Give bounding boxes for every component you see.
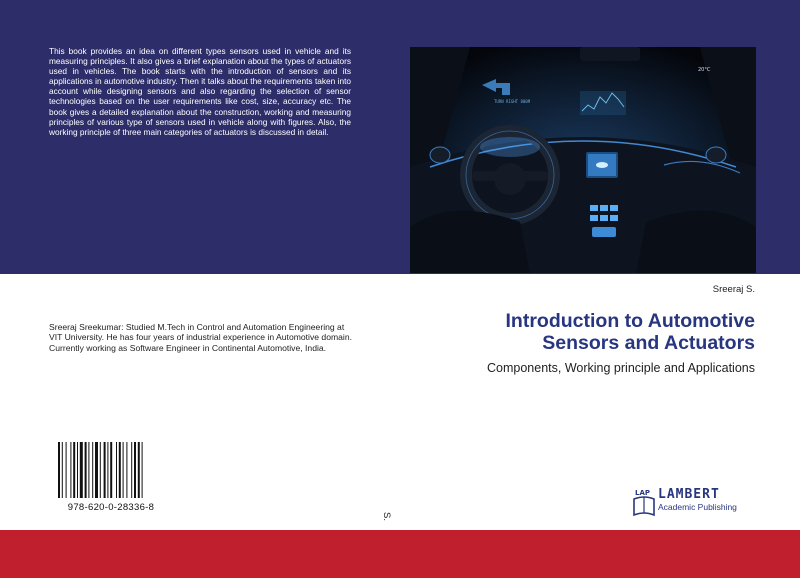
- barcode-bar: [126, 442, 127, 498]
- back-cover-blurb: This book provides an idea on different types sensors used in vehicle and its measuring principles. It also gives a brief explanation about the types of actuators used in vehicles. The book starts with the introduction of sensors and its applications in automotive industry. Then it talks about the requirements taken into account while designing sensors and also regarding the selection of sensor technologies based on the user requirements like cost, size, accuracy etc. The book gives a detailed explanation about the construction, working and measuring principles of various type of sensors used in vehicle along with figures. Also, the working principle of three main categories of actuators is discussed in detail.: [49, 46, 351, 137]
- barcode-bar: [70, 442, 71, 498]
- barcode-bar: [85, 442, 87, 498]
- book-subtitle: Components, Working principle and Applications: [487, 361, 755, 375]
- barcode-bar: [100, 442, 101, 498]
- barcode-bar: [131, 442, 132, 498]
- publisher-name: LAMBERT: [658, 487, 720, 502]
- barcode-bar: [95, 442, 98, 498]
- barcode-bar: [104, 442, 106, 498]
- barcode-bar: [80, 442, 83, 498]
- lap-letters: LAP: [635, 489, 651, 497]
- barcode-bar: [77, 442, 78, 498]
- barcode-bar: [123, 442, 124, 498]
- book-title-line1: Introduction to Automotive: [505, 310, 755, 332]
- book-title-line2: Sensors and Actuators: [542, 332, 755, 354]
- barcode-bar: [110, 442, 112, 498]
- barcode: [56, 440, 166, 513]
- barcode-bar: [116, 442, 117, 498]
- barcode-bar: [119, 442, 121, 498]
- publisher-logo: [632, 487, 758, 519]
- car-interior-photo: [410, 47, 756, 273]
- barcode-bar: [58, 442, 60, 498]
- barcode-bars: [56, 440, 166, 500]
- bottom-red-band: [0, 530, 800, 578]
- barcode-bar: [134, 442, 136, 498]
- barcode-bar: [92, 442, 93, 498]
- author-bio: Sreeraj Sreekumar: Studied M.Tech in Control and Automation Engineering at VIT University. He has four years of industrial experience in Automotive domain. Currently working as Software Engineer in Continental Automotive, India.: [49, 322, 352, 353]
- barcode-bar: [66, 442, 67, 498]
- barcode-bar: [73, 442, 75, 498]
- hud-nav-text: TURN RIGHT 800M: [494, 99, 531, 104]
- barcode-bar: [88, 442, 89, 498]
- hud-temp-text: 20°C: [698, 67, 711, 73]
- isbn-number: 978-620-0-28336-8: [67, 502, 155, 513]
- barcode-bar: [138, 442, 140, 498]
- book-title: [395, 310, 755, 354]
- car-interior-illustration: [410, 47, 756, 273]
- barcode-bar: [62, 442, 63, 498]
- barcode-bar: [107, 442, 108, 498]
- publisher-tagline: Academic Publishing: [658, 502, 737, 512]
- front-author: Sreeraj S.: [712, 284, 755, 295]
- spine-author: S.: [381, 512, 392, 521]
- barcode-bar: [142, 442, 143, 498]
- lap-book-icon: [632, 487, 656, 519]
